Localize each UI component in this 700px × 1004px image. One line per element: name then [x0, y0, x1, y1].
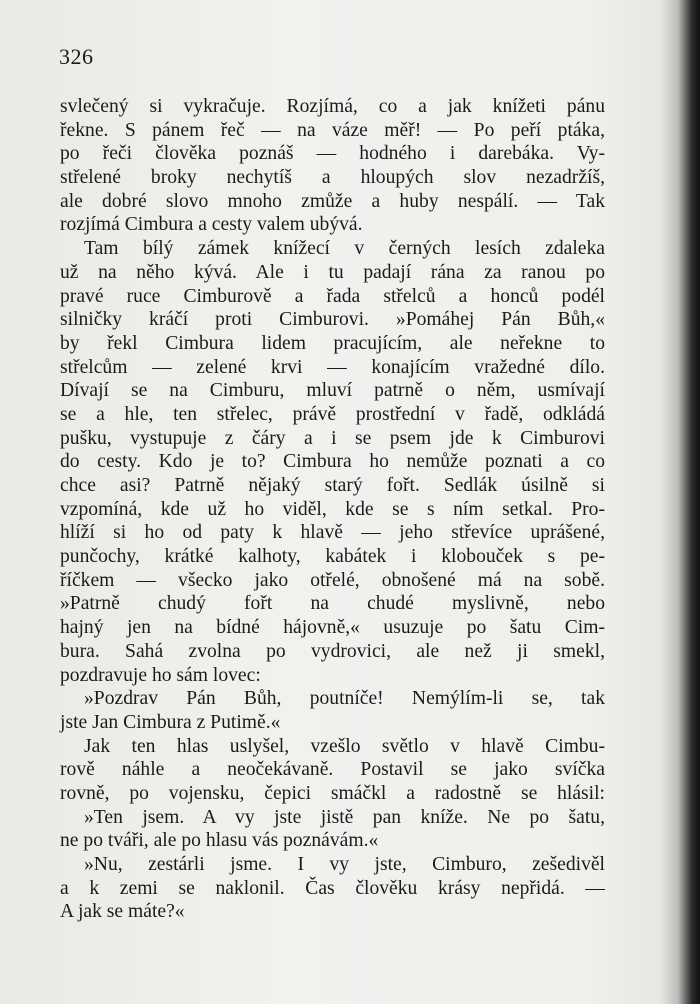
text-line: vzpomíná, kde už ho viděl, kde se s ním setkal. Pro-	[60, 498, 605, 520]
text-line: Tam bílý zámek knížecí v černých lesích zdaleka	[84, 238, 605, 260]
text-line: se a hle, ten střelec, právě prostřední v řadě, odkládá	[60, 403, 605, 425]
text-line: ale dobré slovo mnoho zmůže a huby nespálí. — Tak	[60, 190, 605, 212]
text-line: po řeči člověka poznáš — hodného i darebáka. Vy-	[60, 143, 605, 165]
text-line: pozdravuje ho sám lovec:	[60, 664, 261, 686]
text-line: hajný jen na bídné hájovně,« usuzuje po šatu Cim-	[60, 617, 605, 639]
text-line: řekne. S pánem řeč — na váze měř! — Po peří ptáka,	[60, 119, 605, 141]
text-line: rovně, po vojensku, čepici smáčkl a radostně se hlásil:	[60, 782, 605, 804]
text-line: »Pozdrav Pán Bůh, poutníče! Nemýlím-li se, tak	[84, 688, 605, 710]
text-line: do cesty. Kdo je to? Cimbura ho nemůže poznati a co	[60, 451, 605, 473]
text-line: by řekl Cimbura lidem pracujícím, ale neřekne to	[60, 332, 605, 354]
text-line: říčkem — všecko jako otřelé, obnošené má na sobě.	[60, 569, 605, 591]
text-line: jste Jan Cimbura z Putimě.«	[60, 711, 281, 733]
text-line: chce asi? Patrně nějaký starý fořt. Sedlák úsilně si	[60, 475, 605, 496]
text-line: střelcům — zelené krvi — konajícím vražedné dílo.	[60, 356, 605, 378]
text-line: Dívají se na Cimburu, mluví patrně o něm, usmívají	[60, 380, 605, 402]
book-spine-shadow	[660, 0, 700, 1004]
text-line: rozjímá Cimbura a cesty valem ubývá.	[60, 214, 363, 236]
text-line: ne po tváři, ale po hlasu vás poznávám.«	[60, 830, 379, 852]
text-line: a k zemi se naklonil. Čas člověku krásy nepřidá. —	[60, 877, 605, 899]
text-line: pravé ruce Cimburově a řada střelců a honců podél	[60, 285, 605, 307]
text-line: »Patrně chudý fořt na chudé myslivně, nebo	[60, 593, 605, 615]
text-line: »Nu, zestárli jsme. I vy jste, Cimburo, zešedivěl	[84, 854, 605, 875]
text-line: pušku, vystupuje z čáry a i se psem jde k Cimburovi	[60, 427, 605, 449]
text-line: už na něho kývá. Ale i tu padají rána za ranou po	[60, 261, 605, 283]
text-line: hlíží si ho od paty k hlavě — jeho střevíce uprášené,	[60, 522, 605, 544]
body-text	[60, 95, 605, 924]
text-line: bura. Sahá zvolna po vydrovici, ale než ji smekl,	[60, 640, 605, 662]
text-line: A jak se máte?«	[60, 901, 185, 923]
text-line: Jak ten hlas uslyšel, vzešlo světlo v hlavě Cimbu-	[84, 735, 605, 757]
page-number: 326	[59, 44, 94, 69]
text-line: punčochy, krátké kalhoty, kabátek i klobouček s pe-	[60, 546, 605, 568]
text-line: silničky kráčí proti Cimburovi. »Pomáhej Pán Bůh,«	[60, 309, 605, 331]
text-line: svlečený si vykračuje. Rozjímá, co a jak knížeti pánu	[60, 96, 605, 117]
text-line: rově náhle a neočekávaně. Postavil se jako svíčka	[60, 759, 605, 781]
text-line: »Ten jsem. A vy jste jistě pan kníže. Ne po šatu,	[84, 806, 605, 828]
text-line: střelené broky nechytíš a hloupých slov nezadržíš,	[60, 167, 605, 189]
